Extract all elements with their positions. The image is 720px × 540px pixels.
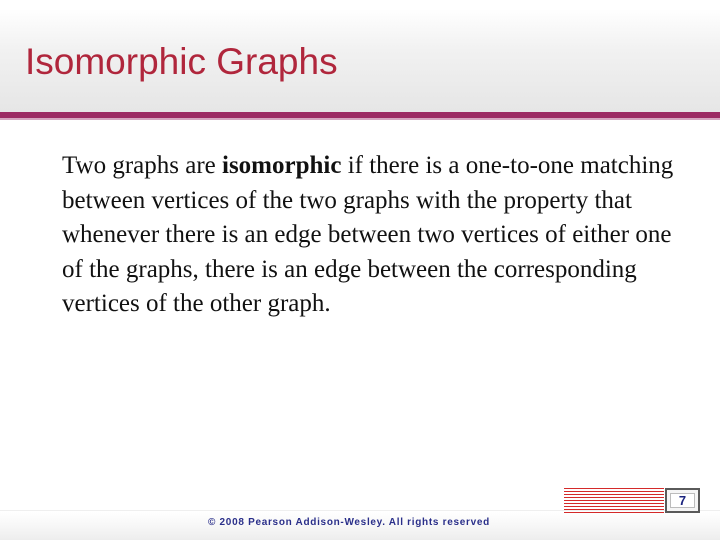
slide-title: Isomorphic Graphs	[25, 41, 338, 82]
badge-stripe	[564, 506, 664, 507]
definition-rest-text: if there is a one-to-one matching between vertices of the two graphs with the property that whenever there is an edge between two vertices of either one of the graphs, there is an edge between the corresponding vertices of the other graph.	[62, 152, 674, 317]
page-number: 7	[678, 493, 687, 508]
title-divider-highlight	[0, 118, 720, 120]
page-number-box	[665, 488, 700, 513]
definition-paragraph	[62, 149, 682, 322]
badge-stripe	[564, 497, 664, 498]
copyright-notice: © 2008 Pearson Addison-Wesley. All rights reserved	[208, 517, 490, 528]
badge-stripe	[564, 509, 664, 510]
badge-stripe	[564, 491, 664, 492]
page-number-badge	[564, 479, 720, 517]
badge-stripe	[564, 500, 664, 501]
isomorphic-term: isomorphic	[222, 152, 342, 179]
badge-stripe	[564, 494, 664, 495]
definition-lead-text: Two graphs are	[62, 152, 222, 179]
badge-stripe	[564, 488, 664, 489]
badge-stripe	[564, 503, 664, 504]
page-number-frame	[670, 493, 695, 508]
badge-stripe	[564, 512, 664, 513]
